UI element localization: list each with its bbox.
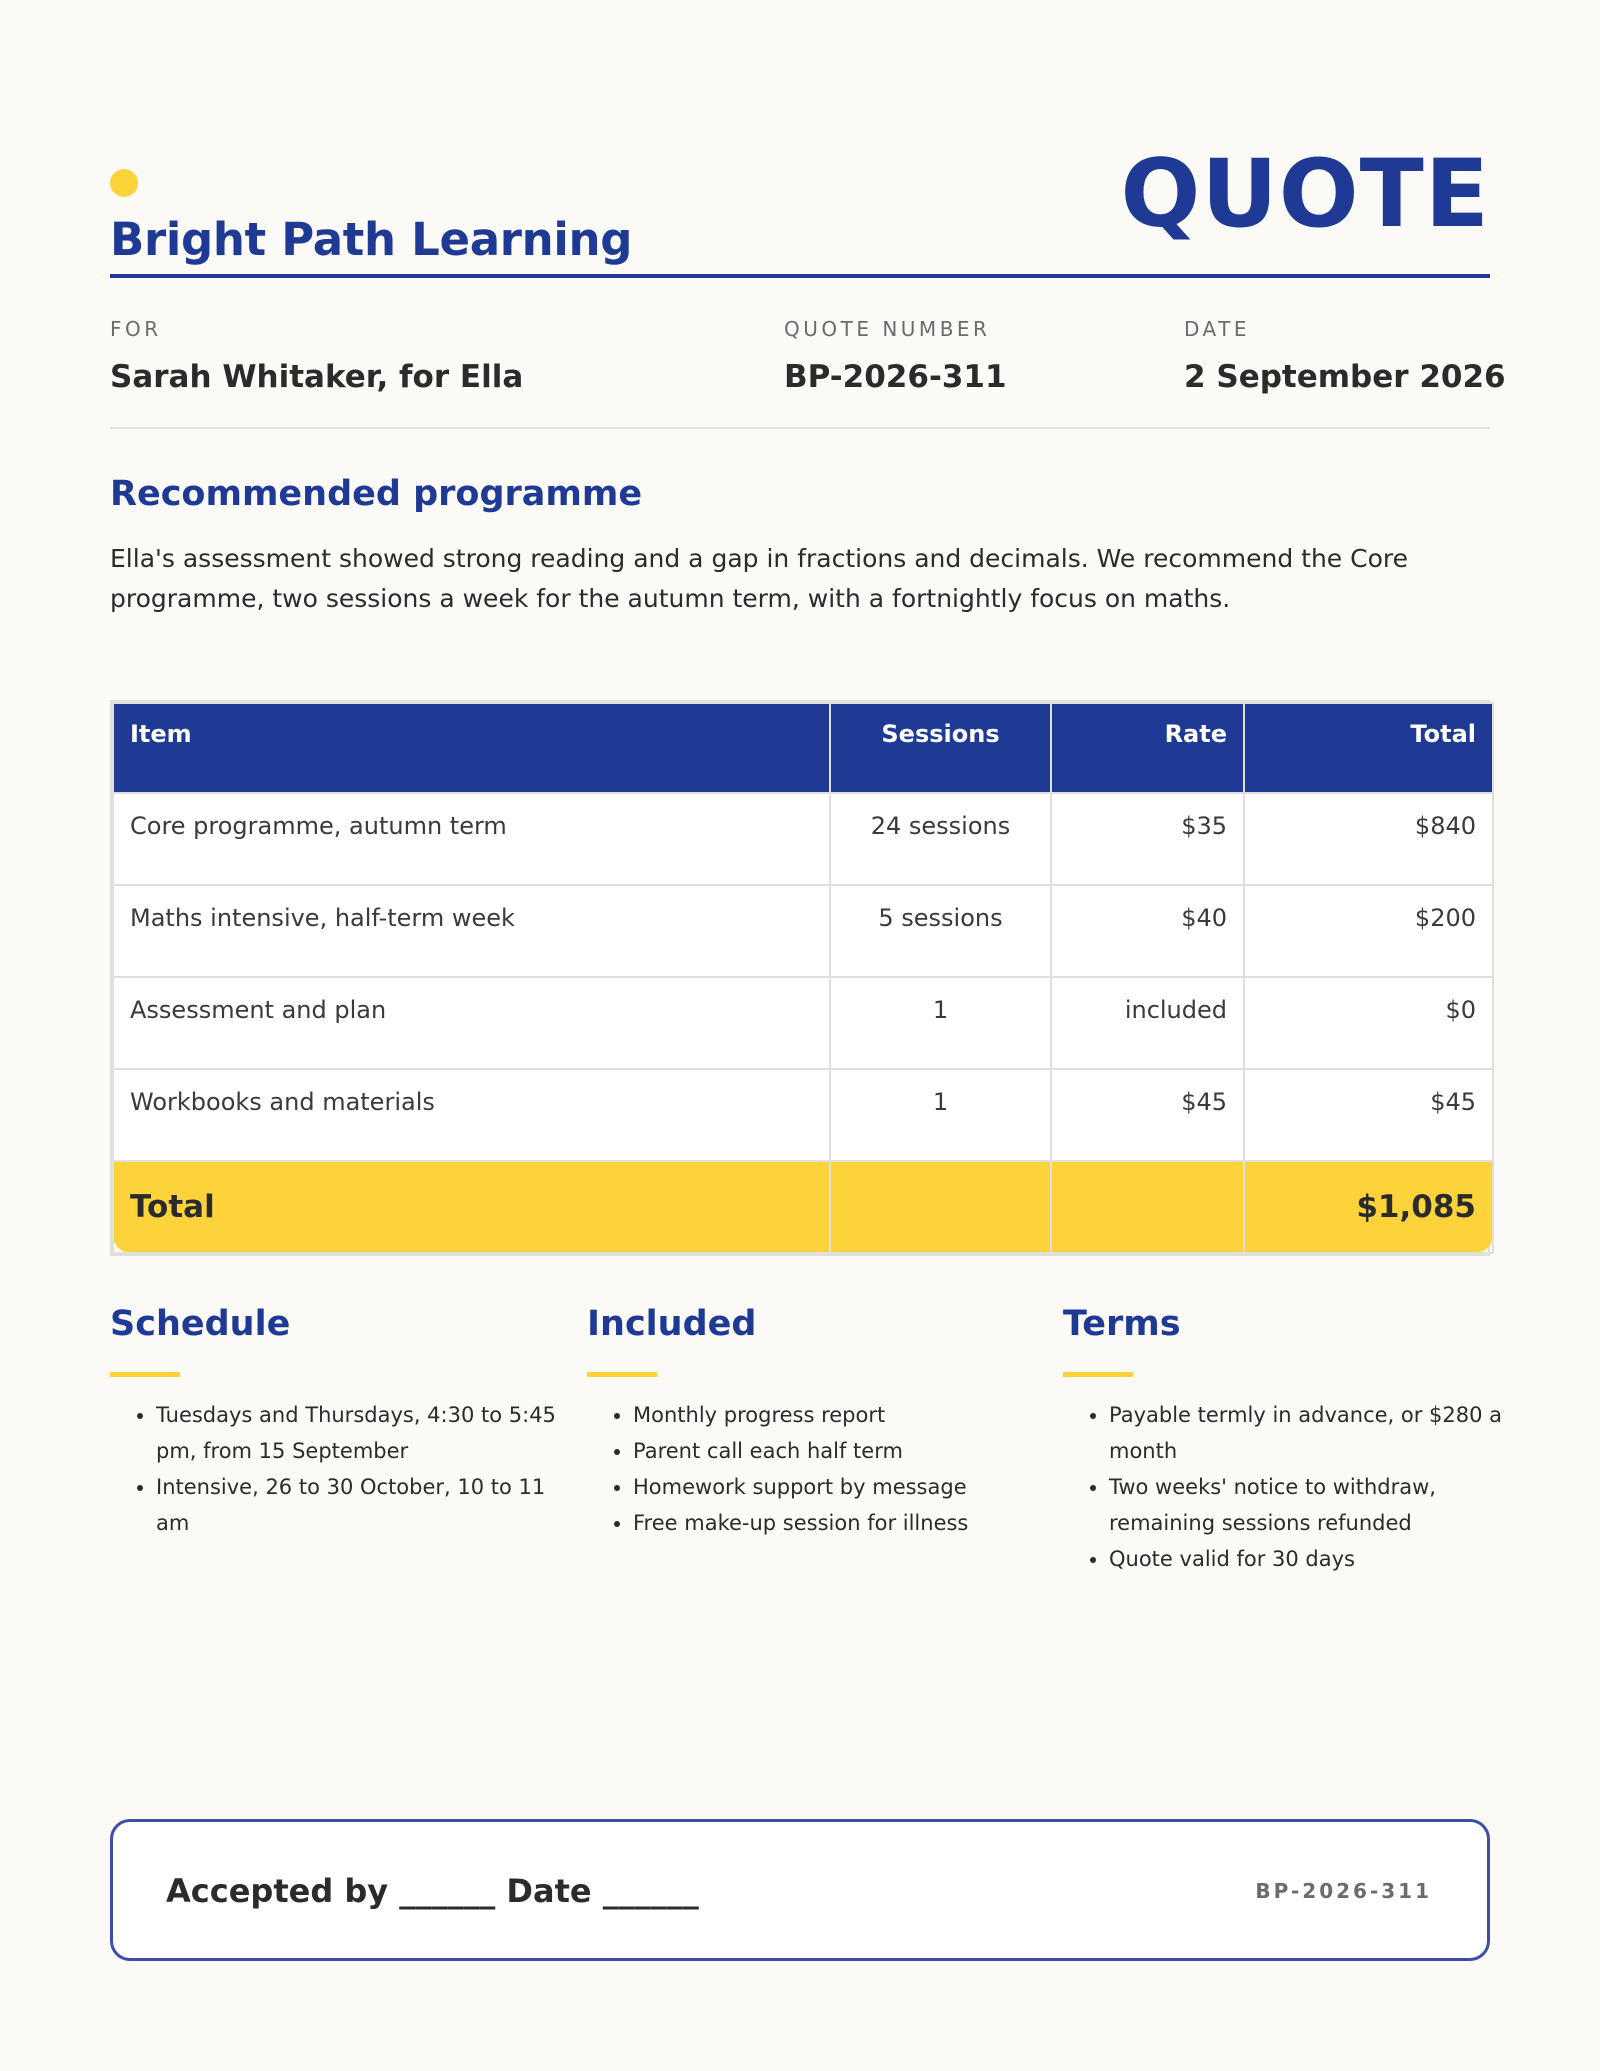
programme-description: Ella's assessment showed strong reading and a gap in fractions and decimals. We recommend the Core programme, two sessions a week for the autumn term, with a fortnightly focus on maths. <box>110 544 1408 613</box>
table-row <box>113 977 1493 1069</box>
cell-rate: included <box>1051 977 1244 1069</box>
terms-underline <box>1063 1372 1133 1377</box>
quote-document <box>110 0 1506 2071</box>
header-sessions: Sessions <box>830 703 1051 793</box>
cell-sessions: 5 sessions <box>830 885 1051 977</box>
cell-item: Workbooks and materials <box>113 1069 830 1161</box>
included-underline <box>587 1372 657 1377</box>
cell-item: Assessment and plan <box>113 977 830 1069</box>
table-row <box>113 1069 1493 1161</box>
cell-total: $0 <box>1244 977 1493 1069</box>
total-label: Total <box>113 1161 830 1253</box>
document-title: QUOTE <box>1120 140 1490 249</box>
list-item: • Tuesdays and Thursdays, 4:30 to 5:45 pm, from 15 September <box>156 1397 560 1469</box>
terms-section <box>1063 1304 1513 1577</box>
header-item: Item <box>113 703 830 793</box>
acceptance-box <box>110 1819 1490 1961</box>
cell-item: Maths intensive, half-term week <box>113 885 830 977</box>
schedule-section <box>110 1304 560 1541</box>
line-items-table <box>110 700 1490 1256</box>
included-heading: Included <box>587 1304 757 1344</box>
header-rate: Rate <box>1051 703 1244 793</box>
included-list <box>587 1397 1037 1541</box>
cell-rate: $40 <box>1051 885 1244 977</box>
cell-rate: $35 <box>1051 793 1244 885</box>
meta-divider <box>110 427 1490 429</box>
cell-sessions: 1 <box>830 977 1051 1069</box>
cell-sessions: 24 sessions <box>830 793 1051 885</box>
list-item: • Parent call each half term <box>633 1433 1037 1469</box>
brand-dot-icon <box>110 169 138 197</box>
total-row <box>113 1161 1493 1253</box>
date-value: 2 September 2026 <box>1184 359 1506 395</box>
cell-total: $45 <box>1244 1069 1493 1161</box>
schedule-heading: Schedule <box>110 1304 291 1344</box>
for-label: FOR <box>110 317 162 341</box>
schedule-list <box>110 1397 560 1541</box>
cell-rate: $45 <box>1051 1069 1244 1161</box>
cell-sessions: 1 <box>830 1069 1051 1161</box>
acceptance-quote-number: BP-2026-311 <box>1255 1879 1432 1903</box>
included-section <box>587 1304 1037 1541</box>
schedule-underline <box>110 1372 180 1377</box>
header-total: Total <box>1244 703 1493 793</box>
brand-name: Bright Path Learning <box>110 213 633 266</box>
for-value: Sarah Whitaker, for Ella <box>110 359 524 395</box>
cell-item: Core programme, autumn term <box>113 793 830 885</box>
total-empty-cell <box>1051 1161 1244 1253</box>
quote-number-label: QUOTE NUMBER <box>784 317 991 341</box>
header-divider <box>110 274 1490 278</box>
table-row <box>113 793 1493 885</box>
cell-total: $840 <box>1244 793 1493 885</box>
list-item: • Payable termly in advance, or $280 a month <box>1109 1397 1513 1469</box>
terms-list <box>1063 1397 1513 1577</box>
quote-number-value: BP-2026-311 <box>784 359 1007 395</box>
terms-heading: Terms <box>1063 1304 1181 1344</box>
list-item: • Free make-up session for illness <box>633 1505 1037 1541</box>
list-item: • Homework support by message <box>633 1469 1037 1505</box>
total-empty-cell <box>830 1161 1051 1253</box>
list-item: • Intensive, 26 to 30 October, 10 to 11 am <box>156 1469 560 1541</box>
total-value: $1,085 <box>1244 1161 1493 1253</box>
list-item: • Monthly progress report <box>633 1397 1037 1433</box>
programme-heading: Recommended programme <box>110 474 643 514</box>
list-item: • Quote valid for 30 days <box>1109 1541 1513 1577</box>
date-label: DATE <box>1184 317 1251 341</box>
table-row <box>113 885 1493 977</box>
list-item: • Two weeks' notice to withdraw, remaining sessions refunded <box>1109 1469 1513 1541</box>
cell-total: $200 <box>1244 885 1493 977</box>
table-header-row <box>113 703 1493 793</box>
acceptance-signature-line[interactable]: Accepted by ______ Date ______ <box>166 1872 699 1910</box>
